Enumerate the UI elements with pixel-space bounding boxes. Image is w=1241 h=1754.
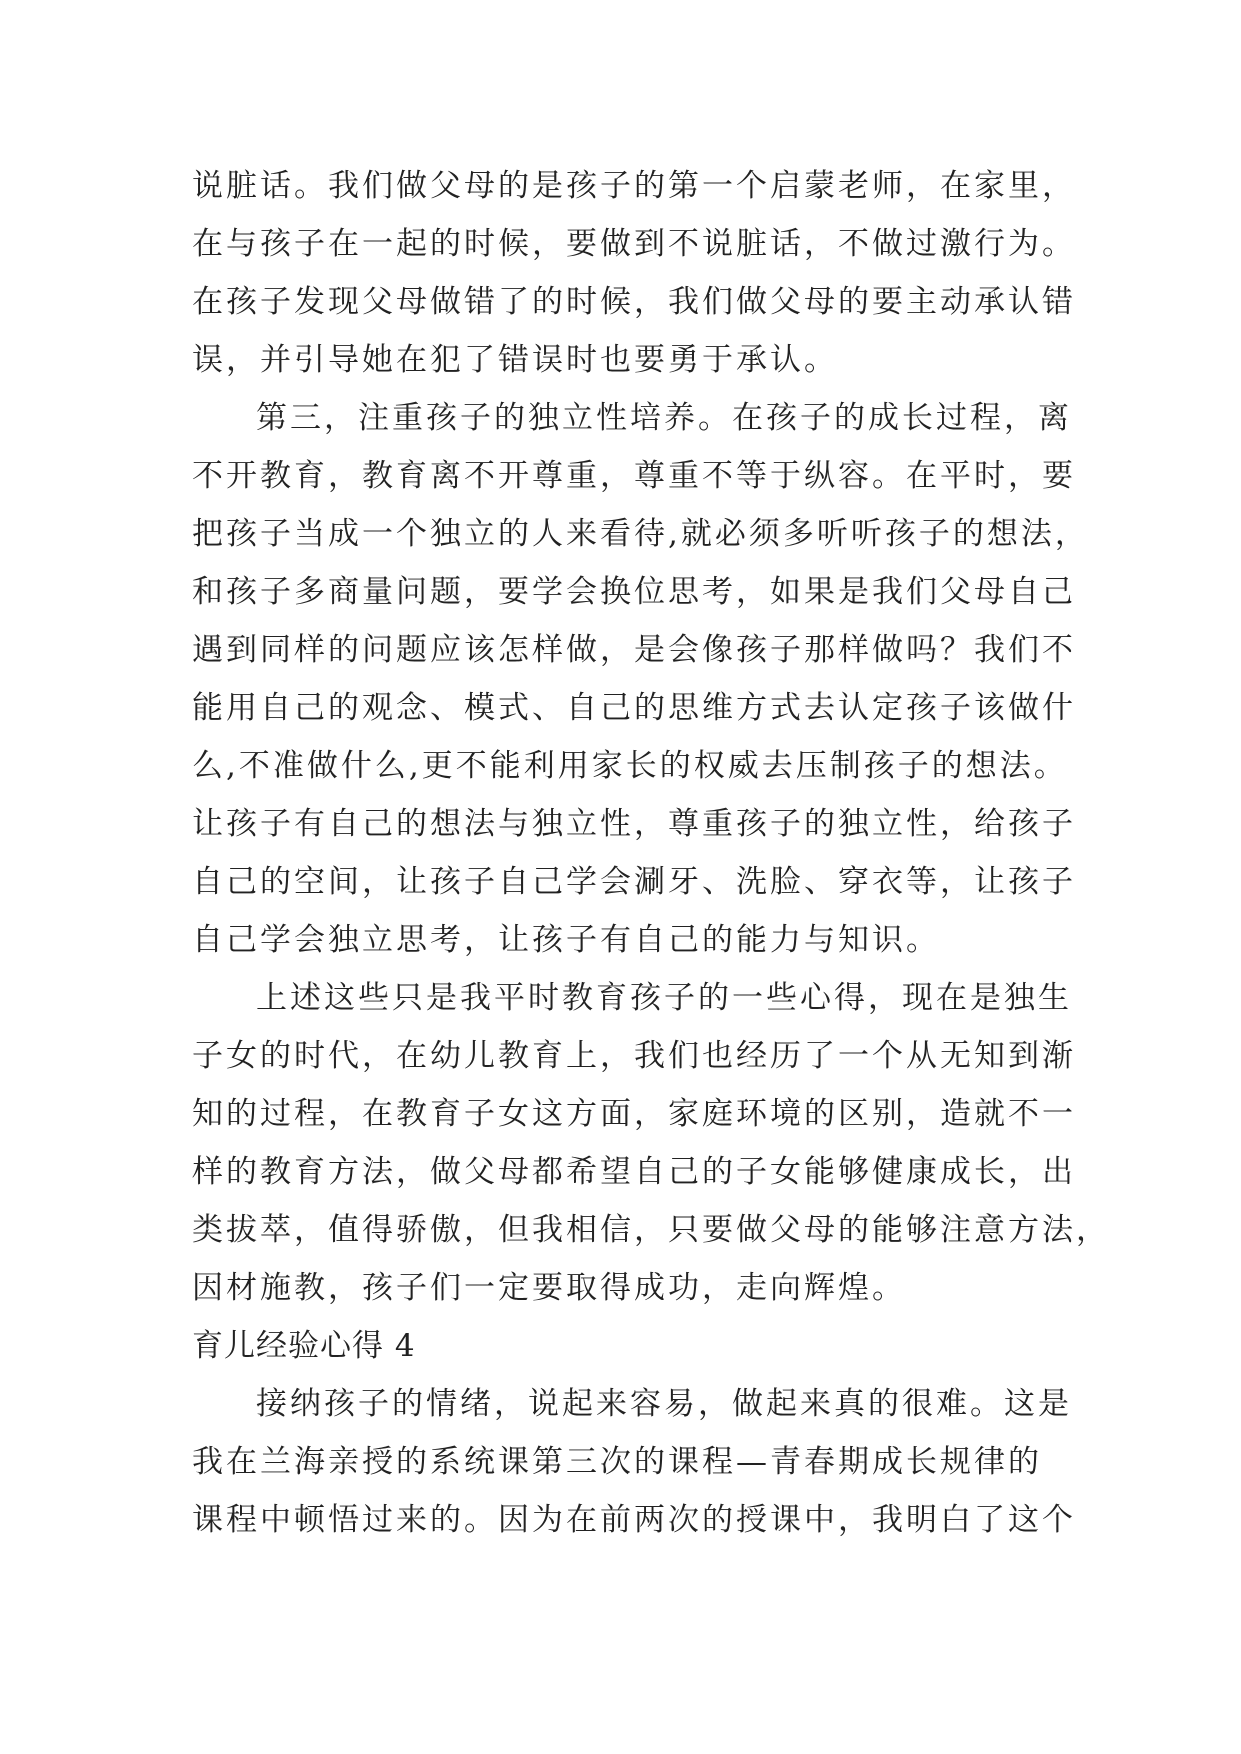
text-line: 我在兰海亲授的系统课第三次的课程—青春期成长规律的 [192,1444,1042,1480]
text-line: 自己学会独立思考，让孩子有自己的能力与知识。 [192,922,940,958]
text-line: 和孩子多商量问题，要学会换位思考，如果是我们父母自己 [192,574,1076,610]
text-line: 误，并引导她在犯了错误时也要勇于承认。 [192,342,838,378]
text-line: 把孩子当成一个独立的人来看待,就必须多听听孩子的想法， [192,516,1089,552]
text-line: 在与孩子在一起的时候，要做到不说脏话，不做过激行为。 [192,226,1076,262]
text-line: 子女的时代，在幼儿教育上，我们也经历了一个从无知到渐 [192,1038,1076,1074]
document-body [192,157,1110,1549]
section-heading: 育儿经验心得 4 [192,1328,416,1364]
text-line: 自己的空间，让孩子自己学会涮牙、洗脸、穿衣等，让孩子 [192,864,1076,900]
text-line: 么,不准做什么,更不能利用家长的权威去压制孩子的想法。 [192,748,1068,784]
text-line: 在孩子发现父母做错了的时候，我们做父母的要主动承认错 [192,284,1076,320]
paragraph-start-line: 接纳孩子的情绪，说起来容易，做起来真的很难。这是 [256,1386,1072,1422]
text-line: 因材施教，孩子们一定要取得成功，走向辉煌。 [192,1270,906,1306]
text-line: 知的过程，在教育子女这方面，家庭环境的区别，造就不一 [192,1096,1076,1132]
text-line: 让孩子有自己的想法与独立性，尊重孩子的独立性，给孩子 [192,806,1076,842]
text-line: 课程中顿悟过来的。因为在前两次的授课中，我明白了这个 [192,1502,1076,1538]
text-line: 遇到同样的问题应该怎样做，是会像孩子那样做吗？我们不 [192,632,1076,668]
paragraph-start-line: 第三，注重孩子的独立性培养。在孩子的成长过程，离 [256,400,1072,436]
text-line: 样的教育方法，做父母都希望自己的子女能够健康成长，出 [192,1154,1076,1190]
text-line: 不开教育，教育离不开尊重，尊重不等于纵容。在平时，要 [192,458,1076,494]
text-line: 能用自己的观念、模式、自己的思维方式去认定孩子该做什 [192,690,1076,726]
text-line: 类拔萃，值得骄傲，但我相信，只要做父母的能够注意方法， [192,1212,1110,1248]
text-line: 说脏话。我们做父母的是孩子的第一个启蒙老师，在家里， [192,168,1076,204]
paragraph-start-line: 上述这些只是我平时教育孩子的一些心得，现在是独生 [256,980,1072,1016]
